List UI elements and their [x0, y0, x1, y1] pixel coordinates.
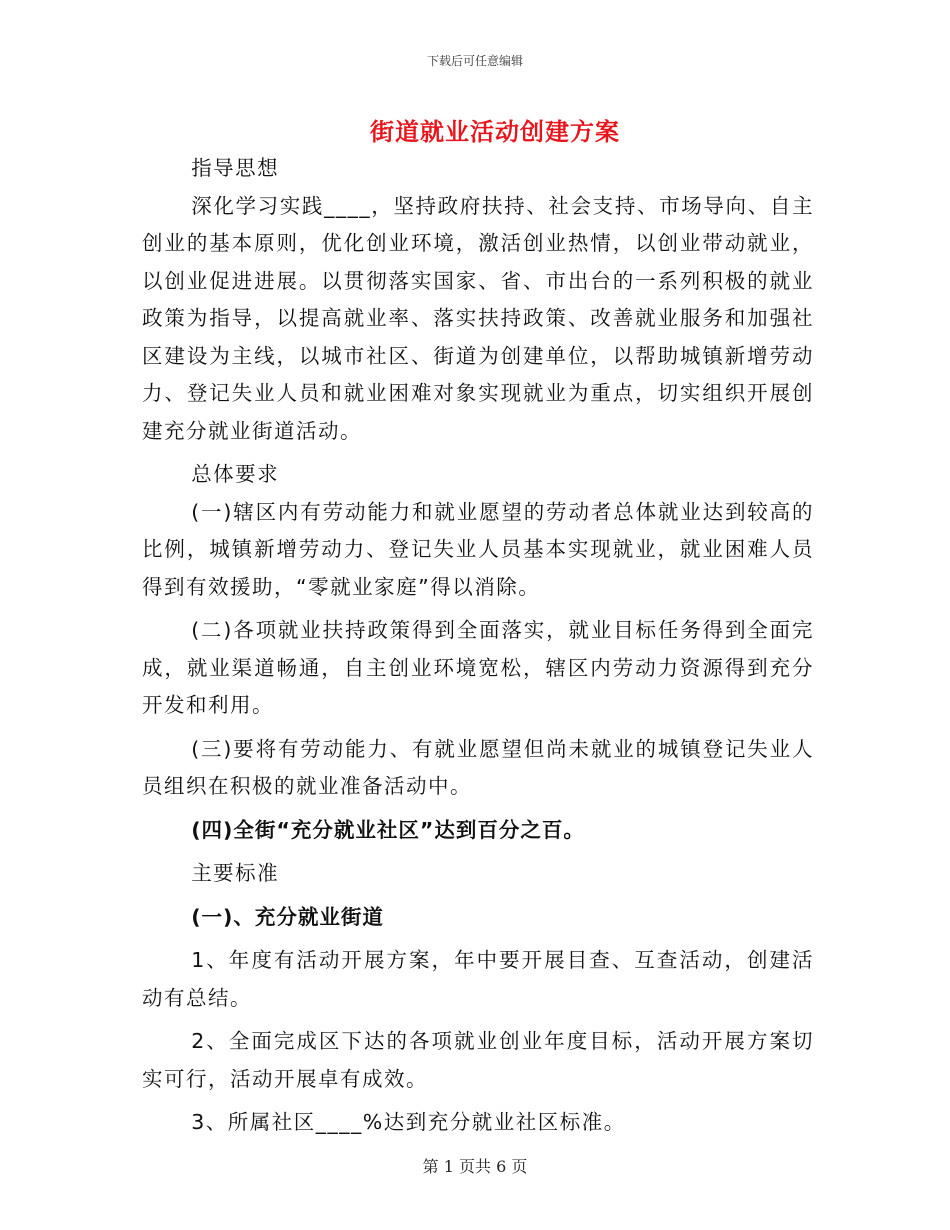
section-heading-main-standards: 主要标准: [191, 861, 280, 885]
standard-item-2: 2、全面完成区下达的各项就业创业年度目标，活动开展方案切实可行，活动开展卓有成效。: [142, 1029, 814, 1091]
page-header-note: 下载后可任意编辑: [426, 54, 523, 68]
subheading-full-employment-street: (一)、充分就业街道: [191, 904, 384, 929]
document-title: 街道就业活动创建方案: [370, 117, 620, 146]
section-heading-guiding-ideology: 指导思想: [191, 156, 280, 180]
standard-item-3: 3、所属社区____%达到充分就业社区标准。: [191, 1110, 626, 1134]
page-number-footer: 第 1 页共 6 页: [422, 1157, 528, 1176]
paragraph-requirement-2: (二)各项就业扶持政策得到全面落实，就业目标任务得到全面完成，就业渠道畅通，自主创业环境宽松，辖区内劳动力资源得到充分开发和利用。: [142, 618, 814, 717]
section-heading-general-requirements: 总体要求: [191, 462, 280, 486]
paragraph-requirement-1: (一)辖区内有劳动能力和就业愿望的劳动者总体就业达到较高的比例，城镇新增劳动力、登记失业人员基本实现就业，就业困难人员得到有效援助，“零就业家庭”得以消除。: [142, 499, 814, 599]
document-body: [142, 150, 814, 1142]
standard-item-1: 1、年度有活动开展方案，年中要开展目查、互查活动，创建活动有总结。: [142, 948, 814, 1010]
paragraph-requirement-3: (三)要将有劳动能力、有就业愿望但尚未就业的城镇登记失业人员组织在积极的就业准备活动中。: [142, 736, 814, 798]
paragraph-guiding-ideology: 深化学习实践____，坚持政府扶持、社会支持、市场导向、自主创业的基本原则，优化创业环境，激活创业热情，以创业带动就业，以创业促进进展。以贯彻落实国家、省、市出台的一系列积极的就业政策为指导，以提高就业率、落实扶持政策、改善就业服务和加强社区建设为主线，以城市社区、街道为创建单位，以帮助城镇新增劳动力、登记失业人员和就业困难对象实现就业为重点，切实组织开展创建充分就业街道活动。: [142, 193, 814, 443]
paragraph-requirement-4: (四)全街“充分就业社区”达到百分之百。: [191, 817, 585, 842]
